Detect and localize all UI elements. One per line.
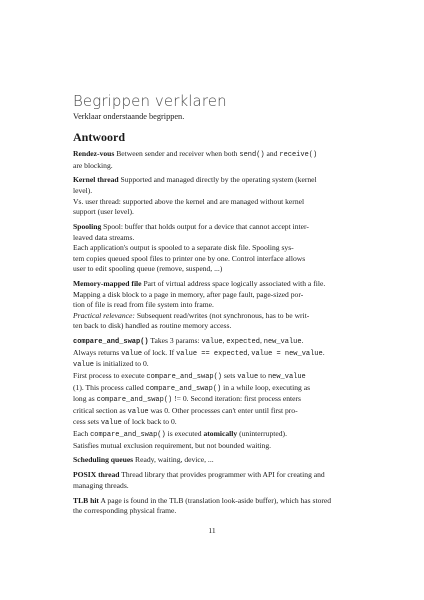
inline-code: value [237,373,259,382]
inline-code: value [201,338,223,347]
definition-line [73,417,364,429]
body-text: of lock. If [142,347,177,357]
definition-entry [73,279,364,332]
definition-entry [73,455,364,466]
body-text: support (user level). [73,207,134,217]
body-text: was 0. Other processes can't enter until first pro- [148,405,298,415]
emphasis-text: Practical relevance: [73,310,135,320]
inline-code: value = new_value [251,349,323,358]
inline-code: compare_and_swap() [96,396,173,405]
inline-code: compare_and_swap() [90,431,166,439]
definition-term: Memory-mapped file [73,279,142,289]
definition-line [73,289,364,301]
body-text: Ready, waiting, device, ... [133,455,214,465]
body-text: Thread library that provides programmer with API for creating and [119,470,325,480]
definition-entry [73,470,364,491]
body-text: leaved data streams. [73,232,135,242]
definition-term: compare_and_swap() [73,338,149,347]
body-text: ten back to disk) handled as routine memory access. [73,321,232,331]
section-subtitle: Verklaar onderstaande begrippen. [73,112,185,121]
inline-code: value [73,361,95,370]
definition-line [73,429,364,441]
body-text: First process to execute [73,371,147,381]
definition-line [73,382,364,395]
definition-entry [73,222,364,275]
body-text: level). [73,185,93,195]
body-text: Part of virtual address space logically associated with a file. [141,279,326,289]
body-text: != 0. Second iteration: first process enters [172,394,301,404]
definition-line [73,160,364,172]
definition-term: Kernel thread [73,175,119,185]
body-text: , [222,336,227,346]
definition-line [73,149,364,161]
definition-line [73,347,364,360]
body-text: Supported and managed directly by the operating system (kernel [118,175,317,185]
body-text: . [322,347,325,357]
body-text: Vs. user thread: supported above the kernel and are managed without kernel [73,196,305,206]
answer-list [73,149,364,521]
inline-code: value [100,419,122,428]
inline-code: send() [239,151,265,159]
answer-heading: Antwoord [73,130,126,144]
definition-line [73,321,364,332]
inline-code: expected [226,338,260,347]
body-text: and [264,149,280,158]
definition-line [73,455,364,466]
definition-entry [73,149,364,171]
body-text: Each [73,429,91,438]
definition-line [73,175,364,186]
definition-line [73,394,364,406]
body-text: to [258,371,268,381]
body-text: critical section as [73,405,128,415]
body-text: tem copies queued spool files to printer one by one. Control interface allows [73,253,306,263]
body-text: sets [222,371,238,381]
definition-term: POSIX thread [73,470,120,480]
definition-line [73,185,364,197]
body-text: user to edit spooling queue (remove, suspend, ...) [73,264,223,274]
definition-line [73,207,364,218]
definition-line [73,506,364,517]
definition-line [73,300,364,311]
definition-line [73,264,364,275]
body-text: is executed [165,429,204,438]
body-text: . [301,336,304,346]
definition-line [73,221,364,233]
definition-line [73,279,364,290]
definition-line [73,440,364,452]
inline-code: compare_and_swap() [145,384,222,393]
body-text: (uninterrupted). [237,429,287,438]
body-text: Always returns [73,347,122,357]
body-text: are blocking. [73,160,113,170]
definition-line [73,310,364,322]
definition-term: TLB hit [73,495,99,505]
definition-entry [73,496,364,517]
definition-entry [73,336,364,451]
definition-term: Rendez-vous [73,149,115,158]
body-text: , [259,336,264,346]
inline-code: receive() [279,151,318,159]
definition-term: Spooling [73,221,102,231]
page-number: 11 [208,526,216,535]
bold-text: atomically [203,429,238,438]
body-text: Mapping a disk block to a page in memory, after page fault, page-sized por- [73,289,304,299]
body-text: Between sender and receiver when both [114,149,240,158]
definition-line [73,359,364,371]
body-text: the corresponding physical frame. [73,506,177,516]
inline-code: new_value [263,338,302,347]
body-text: in a while loop, executing as [221,382,311,392]
definition-line [73,495,364,507]
definition-line [73,470,364,481]
body-text: of lock back to 0. [121,417,177,427]
body-text: tion of file is read from file system into frame. [73,300,214,310]
body-text: long as [73,394,97,404]
definition-line [73,196,364,208]
body-text: cess sets [73,417,101,427]
inline-code: compare_and_swap() [146,373,223,382]
definition-line [73,371,364,383]
body-text: A page is found in the TLB (translation look-aside buffer), which has stored [98,495,332,505]
body-text: is initialized to 0. [94,359,149,369]
definition-line [73,232,364,244]
body-text: , [247,347,252,357]
inline-code: new_value [267,373,306,382]
body-text: Each application's output is spooled to a separate disk file. Spooling sys- [73,243,294,253]
definition-line [73,336,364,348]
section-title: Begrippen verklaren [73,92,227,110]
inline-code: value [121,349,143,358]
body-text: Subsequent read/writes (not synchronous, has to be writ- [134,310,310,320]
definition-line [73,253,364,265]
definition-line [73,243,364,254]
definition-entry [73,175,364,217]
definition-line [73,405,364,418]
inline-code: value == expected [176,349,248,358]
body-text: Satisfies mutual exclusion requirement, but not bounded waiting. [73,440,272,450]
definition-line [73,480,364,492]
body-text: Takes 3 params: [148,336,202,346]
body-text: Spool: buffer that holds output for a device that cannot accept inter- [101,221,309,231]
body-text: managing threads. [73,480,129,490]
inline-code: value [127,407,149,416]
definition-term: Scheduling queues [73,455,134,465]
body-text: (1). This process called [73,382,146,392]
